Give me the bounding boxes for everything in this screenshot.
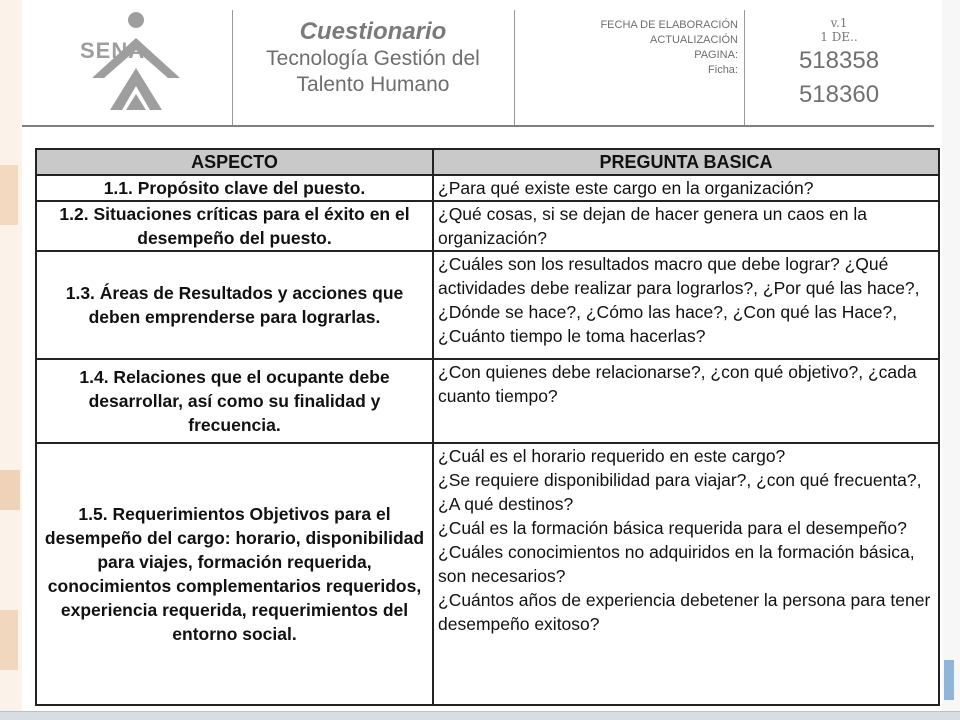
logo-text: SENA	[80, 38, 146, 63]
background-decoration	[0, 470, 20, 510]
aspect-cell: 1.4. Relaciones que el ocupante debe desarrollar, así como su finalidad y frecuencia.	[36, 359, 433, 443]
column-header-aspecto: ASPECTO	[36, 149, 433, 175]
logo-cell	[22, 10, 233, 125]
meta-label-elaboration: FECHA DE ELABORACIÓN	[600, 19, 738, 31]
document-title: Cuestionario	[299, 18, 447, 45]
document-subtitle-line-2: Talento Humano	[296, 73, 450, 96]
aspect-cell: 1.5. Requerimientos Objetivos para el desempeño del cargo: horario, disponibilidad para viajes, formación requerida, conocimientos complementarios requeridos, experiencia requerida, requerimientos del entorno social.	[36, 443, 433, 705]
table-row	[36, 201, 939, 251]
questionnaire-table	[35, 148, 940, 706]
questionnaire-table-wrapper	[35, 148, 938, 706]
question-cell: ¿Qué cosas, si se dejan de hacer genera un caos en la organización?	[433, 201, 939, 251]
question-line: ¿Cuántos años de experiencia debetener la persona para tener desempeño exitoso?	[438, 590, 931, 634]
meta-label-ficha: Ficha:	[708, 64, 738, 76]
question-line: ¿Cuál es la formación básica requerida para el desempeño?	[438, 518, 907, 538]
table-header-row	[36, 149, 939, 175]
meta-label-page: PAGINA:	[694, 49, 738, 61]
question-line: ¿Se requiere disponibilidad para viajar?, ¿con qué frecuenta?, ¿A qué destinos?	[438, 470, 922, 514]
column-header-pregunta: PREGUNTA BASICA	[433, 149, 939, 175]
meta-cell	[514, 10, 745, 125]
page-of-label: 1 DE..	[820, 30, 858, 44]
codes-cell	[744, 10, 934, 125]
question-cell	[433, 443, 939, 705]
document-header	[22, 10, 934, 127]
table-row	[36, 359, 939, 443]
document-subtitle-line-1: Tecnología Gestión del	[266, 47, 480, 70]
table-row	[36, 443, 939, 705]
version-label: v.1	[830, 16, 848, 30]
aspect-cell: 1.3. Áreas de Resultados y acciones que deben emprenderse para lograrlas.	[36, 251, 433, 359]
background-decoration	[0, 610, 18, 670]
aspect-cell: 1.2. Situaciones críticas para el éxito en el desempeño del puesto.	[36, 201, 433, 251]
question-line: ¿Cuáles conocimientos no adquiridos en la formación básica, son necesarios?	[438, 542, 915, 586]
title-cell	[232, 10, 515, 125]
table-row	[36, 251, 939, 359]
sena-logo-icon	[70, 10, 200, 120]
ficha-code-2: 518360	[798, 81, 880, 108]
bottom-scrollbar[interactable]	[0, 711, 960, 720]
question-cell: ¿Cuáles son los resultados macro que debe lograr? ¿Qué actividades debe realizar para lograrlos?, ¿Por qué las hace?, ¿Dónde se hace?, ¿Cómo las hace?, ¿Con qué las Hace?, ¿Cuánto tiempo le toma hacerlas?	[433, 251, 939, 359]
background-right-strip	[942, 0, 960, 720]
aspect-cell: 1.1. Propósito clave del puesto.	[36, 175, 433, 201]
background-left-strip	[0, 0, 22, 720]
question-cell: ¿Con quienes debe relacionarse?, ¿con qué objetivo?, ¿cada cuanto tiempo?	[433, 359, 939, 443]
ficha-code-1: 518358	[798, 47, 880, 74]
background-decoration	[944, 660, 954, 700]
background-decoration	[0, 165, 18, 225]
question-cell: ¿Para qué existe este cargo en la organización?	[433, 175, 939, 201]
meta-labels	[600, 18, 738, 78]
table-row	[36, 175, 939, 201]
question-line: ¿Cuál es el horario requerido en este cargo?	[438, 446, 786, 466]
meta-label-update: ACTUALIZACIÓN	[649, 34, 738, 46]
